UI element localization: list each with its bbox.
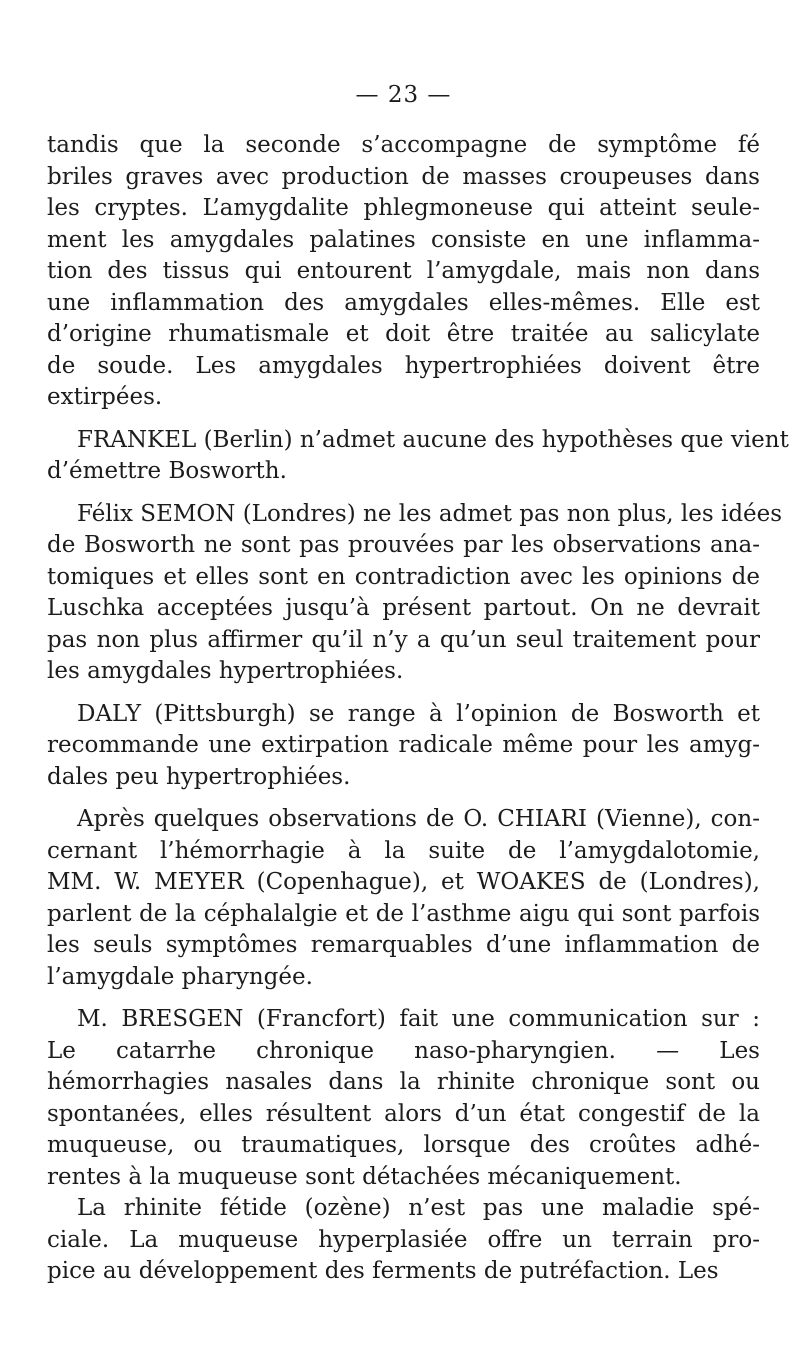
text-line: tomiques et elles sont en contradiction avec les opinions de — [47, 563, 760, 590]
para-bresgen — [47, 1004, 760, 1193]
text-line: recommande une extirpation radicale même pour les amyg- — [47, 732, 760, 758]
paragraph-gap — [47, 993, 760, 1004]
text-line: Le catarrhe chronique naso-pharyngien. — Les — [47, 1037, 760, 1064]
paragraph-gap — [47, 688, 760, 699]
text-line: les amygdales hypertrophiées. — [47, 658, 404, 684]
text-line: hémorrhagies nasales dans la rhinite chronique sont ou — [47, 1069, 760, 1095]
text-line: parlent de la céphalalgie et de l’asthme aigu qui sont parfois — [47, 900, 760, 927]
text-line: de Bosworth ne sont pas prouvées par les observations ana- — [47, 532, 760, 558]
para-ozene — [47, 1193, 760, 1288]
text-line: pice au développement des ferments de putréfaction. Les — [47, 1258, 719, 1284]
text-line: d’émettre Bosworth. — [47, 458, 287, 484]
text-line: rentes à la muqueuse sont détachées mécaniquement. — [47, 1163, 682, 1190]
para-chiari — [47, 804, 760, 993]
text-line: FRANKEL (Berlin) n’admet aucune des hypothèses que vient — [77, 426, 789, 453]
text-line: les cryptes. L’amygdalite phlegmoneuse qui atteint seule- — [47, 195, 760, 221]
text-line: une inflammation des amygdales elles-mêmes. Elle est — [47, 289, 760, 316]
text-line: Félix SEMON (Londres) ne les admet pas non plus, les idées — [77, 500, 783, 527]
paragraph-gap — [47, 488, 760, 499]
text-line: cernant l’hémorrhagie à la suite de l’amygdalotomie, — [47, 837, 760, 864]
page-number: — 23 — — [355, 82, 452, 108]
para-tonsillitis — [47, 130, 760, 414]
text-line: spontanées, elles résultent alors d’un état congestif de la — [47, 1100, 760, 1127]
text-line: pas non plus affirmer qu’il n’y a qu’un seul traitement pour — [47, 626, 760, 653]
text-line: DALY (Pittsburgh) se range à l’opinion de Bosworth et — [77, 700, 760, 727]
text-line: extirpées. — [47, 384, 163, 410]
para-semon — [47, 499, 783, 688]
text-line: de soude. Les amygdales hypertrophiées doivent être — [47, 352, 760, 379]
text-line: ment les amygdales palatines consiste en une inflamma- — [47, 226, 760, 253]
text-line: briles graves avec production de masses croupeuses dans — [47, 163, 760, 190]
text-line: Après quelques observations de O. CHIARI (Vienne), con- — [77, 806, 760, 832]
text-line: tandis que la seconde s’accompagne de symptôme fé — [47, 132, 760, 158]
paragraph-gap — [47, 414, 760, 425]
paragraph-gap — [47, 793, 760, 804]
text-line: ciale. La muqueuse hyperplasiée offre un terrain pro- — [47, 1226, 760, 1253]
text-line: Luschka acceptées jusqu’à présent partout. On ne devrait — [47, 595, 760, 621]
text-line: tion des tissus qui entourent l’amygdale, mais non dans — [47, 258, 760, 284]
para-daly — [47, 699, 760, 794]
text-line: M. BRESGEN (Francfort) fait une communication sur : — [77, 1006, 760, 1032]
text-line: MM. W. MEYER (Copenhague), et WOAKES de (Londres), — [47, 869, 760, 895]
text-line: dales peu hypertrophiées. — [47, 763, 351, 790]
body-text — [47, 130, 789, 1288]
text-line: les seuls symptômes remarquables d’une inflammation de — [47, 932, 760, 958]
text-line: muqueuse, ou traumatiques, lorsque des croûtes adhé- — [47, 1132, 760, 1158]
text-line: l’amygdale pharyngée. — [47, 963, 313, 990]
para-frankel — [47, 425, 789, 488]
text-line: La rhinite fétide (ozène) n’est pas une maladie spé- — [77, 1195, 760, 1221]
text-line: d’origine rhumatismale et doit être traitée au salicylate — [47, 321, 760, 347]
